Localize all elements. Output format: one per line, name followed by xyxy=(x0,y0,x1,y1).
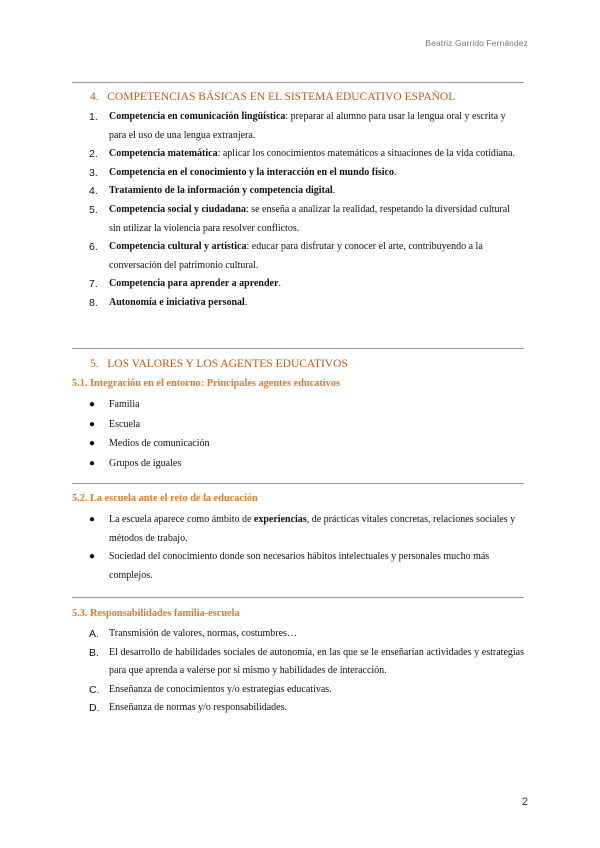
bullet-icon: ● xyxy=(89,399,96,410)
section-5-number: 5. xyxy=(90,358,99,370)
section-4-number: 4. xyxy=(90,91,99,103)
list-item: 3. Competencia en el conocimiento y la interacción en el mundo físico. xyxy=(89,166,397,179)
list-item: 4. Tratamiento de la información y competencia digital. xyxy=(89,185,336,198)
escuela-list xyxy=(72,511,524,585)
divider xyxy=(72,348,524,349)
list-item: ● Escuela xyxy=(72,415,524,435)
section-4-title: COMPETENCIAS BÁSICAS EN EL SISTEMA EDUCATIVO ESPAÑOL xyxy=(107,91,456,103)
divider xyxy=(72,483,524,484)
bullet-icon: ● xyxy=(89,457,96,469)
list-item: D. Enseñanza de normas y/o responsabilidades. xyxy=(89,702,288,715)
divider xyxy=(72,82,524,83)
section-5-title: LOS VALORES Y LOS AGENTES EDUCATIVOS xyxy=(107,358,348,370)
bullet-icon: ● xyxy=(89,438,96,449)
subsection-5-1-title: 5.1. Integración en el entorno: Principales agentes educativos xyxy=(72,378,340,389)
list-item: ● Sociedad del conocimiento donde son necesarios hábitos intelectuales y personales mucho más complejos. xyxy=(72,548,524,585)
list-item: 5. Competencia social y ciudadana: se enseña a analizar la realidad, respetando la diversidad cultural sin utilizar la violencia para resolver conflictos. xyxy=(89,203,510,234)
bullet-icon: ● xyxy=(89,418,96,430)
list-item: ● Medios de comunicación xyxy=(72,434,524,454)
list-item: ● Grupos de iguales xyxy=(72,454,524,474)
list-item: 1. Competencia en comunicación lingüística: preparar al alumno para usar la lengua oral y escrita y para el uso de una lengua extranjera. xyxy=(89,111,506,141)
bullet-icon: ● xyxy=(89,514,96,525)
list-item: 2. Competencia matemática: aplicar los conocimientos matemáticos a situaciones de la vida cotidiana. xyxy=(89,148,515,161)
page-number: 2 xyxy=(521,796,528,808)
list-item: ● La escuela aparece como ámbito de experiencias, de prácticas vitales concretas, relaciones sociales y métodos de trabajo. xyxy=(72,511,524,548)
section-5-heading xyxy=(90,358,348,370)
bullet-icon: ● xyxy=(89,551,96,563)
section-4-heading xyxy=(90,91,455,103)
list-item: 8. Autonomía e iniciativa personal. xyxy=(89,296,248,309)
subsection-5-3-title: 5.3. Responsabilidades familia-escuela xyxy=(72,608,240,619)
competencias-list xyxy=(72,108,524,313)
list-item: B. El desarrollo de habilidades sociales de autonomía, en las que se le enseñarían actividades y estrategias para que aprenda a valerse por sí mismo y habilidades de interacción. xyxy=(89,646,524,677)
divider xyxy=(72,597,524,598)
list-item: ● Familia xyxy=(72,395,524,415)
list-item: 7. Competencia para aprender a aprender. xyxy=(89,278,281,291)
list-item: A. Transmisión de valores, normas, costumbres… xyxy=(89,628,297,640)
agentes-list xyxy=(72,395,524,473)
list-item: 6. Competencia cultural y artística: educar para disfrutar y conocer el arte, contribuyendo a la conversación del patrimonio cultural. xyxy=(89,241,483,271)
header-author: Beatriz Garrido Fernández xyxy=(425,38,528,48)
subsection-5-2-title: 5.2. La escuela ante el reto de la educación xyxy=(72,493,258,504)
responsabilidades-list xyxy=(72,625,524,718)
list-item: C. Enseñanza de conocimientos y/o estrategias educativas. xyxy=(89,683,332,696)
